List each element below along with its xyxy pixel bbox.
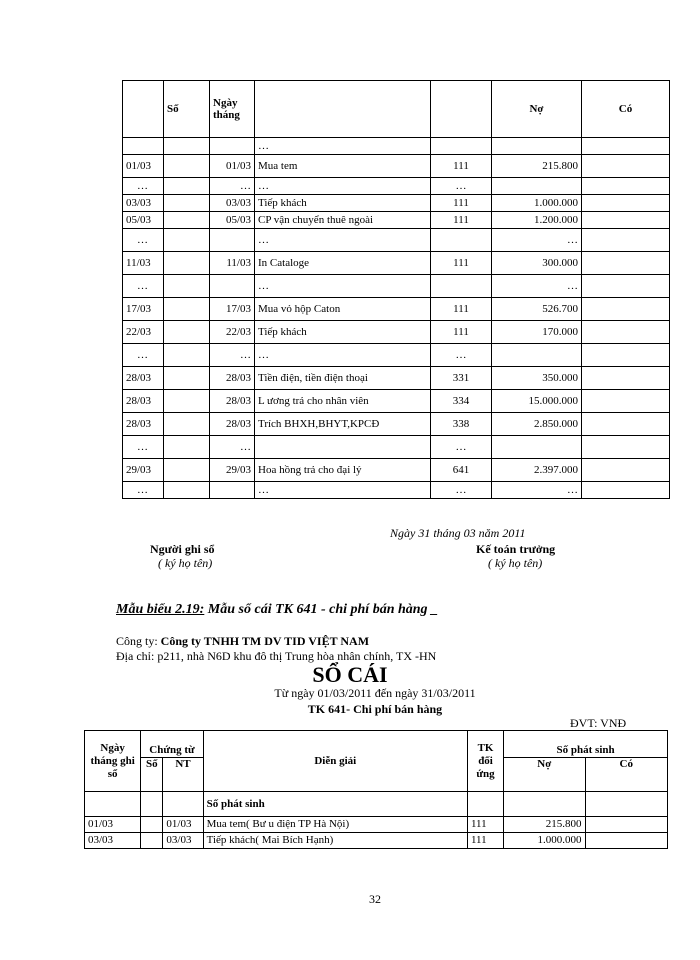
ledger-header-row-1 (85, 731, 668, 758)
signature-left-title: Người ghi sổ (150, 542, 215, 556)
journal-table (122, 80, 670, 499)
journal-cell: Tiền điện, tiền điện thoại (255, 367, 431, 390)
journal-cell: 17/03 (123, 298, 164, 321)
ledger-header-tk: TK đối ứng (467, 731, 503, 792)
journal-row (123, 298, 670, 321)
company-address: Địa chỉ: p211, nhà N6D khu đô thị Trung hòa nhân chính, TX -HN (116, 649, 437, 663)
journal-row (123, 195, 670, 212)
journal-cell: 334 (431, 390, 492, 413)
journal-row (123, 321, 670, 344)
journal-cell: … (492, 482, 582, 499)
journal-cell: 05/03 (123, 212, 164, 229)
journal-cell (431, 275, 492, 298)
signature-date: Ngày 31 tháng 03 năm 2011 (390, 526, 526, 540)
journal-cell (123, 138, 164, 155)
ledger-cell: 111 (467, 817, 503, 833)
journal-cell (582, 482, 670, 499)
journal-cell: 28/03 (123, 367, 164, 390)
ledger-cell: 111 (467, 833, 503, 849)
journal-cell: CP vận chuyển thuê ngoài (255, 212, 431, 229)
journal-cell: Tiếp khách (255, 195, 431, 212)
journal-row (123, 138, 670, 155)
journal-cell: … (255, 138, 431, 155)
journal-cell (431, 138, 492, 155)
journal-cell (164, 229, 210, 252)
journal-cell: … (492, 229, 582, 252)
ledger-cell (585, 833, 667, 849)
journal-row (123, 178, 670, 195)
journal-cell (582, 344, 670, 367)
ledger-cell (585, 817, 667, 833)
ledger-cell (141, 833, 163, 849)
journal-cell: … (123, 229, 164, 252)
journal-header-blank (123, 81, 164, 138)
journal-cell: Trích BHXH,BHYT,KPCĐ (255, 413, 431, 436)
form-title-text: Mẫu sổ cái TK 641 - chi phí bán hàng _ (204, 602, 439, 617)
journal-cell: … (255, 229, 431, 252)
ledger-cell: 1.000.000 (504, 833, 585, 849)
journal-row (123, 212, 670, 229)
journal-cell: 28/03 (123, 390, 164, 413)
journal-cell: 338 (431, 413, 492, 436)
journal-cell: Mua tem (255, 155, 431, 178)
ledger-header-voucher: Chứng từ (141, 731, 203, 758)
form-label: Mẫu biểu 2.19: (116, 602, 205, 617)
company-line (116, 634, 369, 649)
journal-cell: 28/03 (210, 390, 255, 413)
journal-cell: Tiếp khách (255, 321, 431, 344)
journal-cell (164, 321, 210, 344)
ledger-header-date: Ngày tháng ghi sổ (85, 731, 141, 792)
ledger-header-desc: Diễn giải (203, 731, 467, 792)
journal-cell: … (123, 436, 164, 459)
journal-cell: … (492, 275, 582, 298)
journal-cell: … (210, 178, 255, 195)
journal-cell (582, 155, 670, 178)
journal-cell (582, 138, 670, 155)
page-number: 32 (369, 892, 381, 906)
journal-cell: 111 (431, 321, 492, 344)
journal-cell (582, 321, 670, 344)
ledger-cell: Tiếp khách( Mai Bích Hạnh) (203, 833, 467, 849)
ledger-header-co: Có (585, 758, 667, 792)
ledger-period: Từ ngày 01/03/2011 đến ngày 31/03/2011 (274, 686, 476, 700)
ledger-row (85, 833, 668, 849)
journal-cell (164, 298, 210, 321)
journal-cell: … (210, 344, 255, 367)
journal-cell (164, 436, 210, 459)
journal-cell (164, 275, 210, 298)
journal-cell (582, 298, 670, 321)
journal-cell: 01/03 (123, 155, 164, 178)
journal-cell (164, 459, 210, 482)
journal-cell (164, 195, 210, 212)
journal-cell: … (431, 178, 492, 195)
journal-cell (582, 212, 670, 229)
journal-cell (582, 178, 670, 195)
ledger-header-no: Nợ (504, 758, 585, 792)
journal-cell (582, 390, 670, 413)
ledger-section-row (85, 792, 668, 817)
form-title (116, 602, 438, 618)
ledger-title: SỔ CÁI (312, 662, 388, 687)
journal-cell: 111 (431, 212, 492, 229)
journal-cell: 526.700 (492, 298, 582, 321)
company-name: Công ty TNHH TM DV TID VIỆT NAM (160, 634, 370, 648)
journal-cell: 15.000.000 (492, 390, 582, 413)
journal-cell (582, 229, 670, 252)
journal-cell: 29/03 (210, 459, 255, 482)
journal-cell: … (123, 482, 164, 499)
journal-cell (582, 252, 670, 275)
journal-cell: 22/03 (123, 321, 164, 344)
ledger-cell: 03/03 (163, 833, 203, 849)
journal-cell: 111 (431, 298, 492, 321)
journal-header-co: Có (582, 81, 670, 138)
journal-row (123, 275, 670, 298)
journal-cell: … (431, 344, 492, 367)
journal-cell (164, 155, 210, 178)
journal-cell: 111 (431, 155, 492, 178)
journal-cell: … (255, 482, 431, 499)
ledger-header-so: Số (141, 758, 163, 792)
journal-cell: 2.850.000 (492, 413, 582, 436)
journal-row (123, 155, 670, 178)
journal-cell (492, 178, 582, 195)
ledger-unit: ĐVT: VNĐ (570, 716, 627, 730)
journal-cell: 1.000.000 (492, 195, 582, 212)
journal-cell (582, 459, 670, 482)
journal-cell (492, 138, 582, 155)
journal-header-so: Số (164, 81, 210, 138)
ledger-cell: 03/03 (85, 833, 141, 849)
journal-cell: In Cataloge (255, 252, 431, 275)
journal-cell (164, 178, 210, 195)
journal-row (123, 482, 670, 499)
journal-cell: … (123, 344, 164, 367)
journal-row (123, 390, 670, 413)
journal-row (123, 344, 670, 367)
journal-cell (164, 390, 210, 413)
ledger-cell: 01/03 (85, 817, 141, 833)
journal-cell: … (431, 436, 492, 459)
ledger-row (85, 817, 668, 833)
journal-cell (164, 138, 210, 155)
journal-cell (164, 212, 210, 229)
journal-cell: 1.200.000 (492, 212, 582, 229)
journal-cell (582, 413, 670, 436)
journal-cell: 01/03 (210, 155, 255, 178)
journal-cell (255, 436, 431, 459)
journal-cell: Hoa hồng trả cho đại lý (255, 459, 431, 482)
ledger-table (84, 730, 668, 849)
journal-cell: 22/03 (210, 321, 255, 344)
journal-cell (582, 367, 670, 390)
journal-cell: … (255, 344, 431, 367)
journal-cell (164, 367, 210, 390)
journal-cell (431, 229, 492, 252)
journal-cell (210, 138, 255, 155)
journal-cell: 2.397.000 (492, 459, 582, 482)
journal-cell (210, 482, 255, 499)
journal-cell: 300.000 (492, 252, 582, 275)
ledger-cell: 01/03 (163, 817, 203, 833)
journal-cell (492, 436, 582, 459)
journal-cell: 641 (431, 459, 492, 482)
journal-cell: 28/03 (123, 413, 164, 436)
journal-cell: 111 (431, 252, 492, 275)
ledger-section-label: Số phát sinh (203, 792, 467, 817)
journal-cell: L ương trả cho nhân viên (255, 390, 431, 413)
journal-cell: … (255, 275, 431, 298)
signature-right-subtitle: ( ký họ tên) (488, 556, 543, 570)
journal-row (123, 436, 670, 459)
journal-cell: … (431, 482, 492, 499)
journal-cell: 331 (431, 367, 492, 390)
journal-cell (210, 275, 255, 298)
signature-left-subtitle: ( ký họ tên) (158, 556, 213, 570)
ledger-header-amount: Số phát sinh (504, 731, 668, 758)
journal-cell (164, 482, 210, 499)
journal-cell: … (123, 178, 164, 195)
journal-cell: Mua vỏ hộp Caton (255, 298, 431, 321)
journal-row (123, 229, 670, 252)
journal-cell (164, 252, 210, 275)
journal-cell (582, 436, 670, 459)
journal-cell: 03/03 (123, 195, 164, 212)
journal-cell (164, 344, 210, 367)
journal-cell: 28/03 (210, 413, 255, 436)
journal-cell: … (255, 178, 431, 195)
journal-cell: 03/03 (210, 195, 255, 212)
journal-header-ngay-thang: Ngày tháng (210, 81, 255, 138)
journal-row (123, 413, 670, 436)
journal-cell: … (210, 436, 255, 459)
ledger-cell: 215.800 (504, 817, 585, 833)
journal-cell: 11/03 (123, 252, 164, 275)
journal-row (123, 459, 670, 482)
journal-cell: 11/03 (210, 252, 255, 275)
journal-cell (492, 344, 582, 367)
journal-cell: 29/03 (123, 459, 164, 482)
journal-row (123, 367, 670, 390)
journal-cell: … (123, 275, 164, 298)
journal-cell: 215.800 (492, 155, 582, 178)
journal-cell (582, 275, 670, 298)
journal-header-row (123, 81, 670, 138)
journal-header-no: Nợ (492, 81, 582, 138)
journal-header-tk (431, 81, 492, 138)
ledger-cell (141, 817, 163, 833)
journal-cell (164, 413, 210, 436)
journal-cell: 170.000 (492, 321, 582, 344)
journal-header-desc (255, 81, 431, 138)
signature-right-title: Kế toán trưởng (476, 542, 556, 556)
journal-row (123, 252, 670, 275)
company-prefix: Công ty: (116, 634, 158, 648)
journal-cell (582, 195, 670, 212)
ledger-account: TK 641- Chi phí bán hàng (307, 702, 443, 716)
journal-cell: 350.000 (492, 367, 582, 390)
journal-cell (210, 229, 255, 252)
journal-cell: 111 (431, 195, 492, 212)
ledger-header-nt: NT (163, 758, 203, 792)
journal-cell: 05/03 (210, 212, 255, 229)
journal-cell: 17/03 (210, 298, 255, 321)
ledger-cell: Mua tem( Bư u điện TP Hà Nội) (203, 817, 467, 833)
journal-cell: 28/03 (210, 367, 255, 390)
